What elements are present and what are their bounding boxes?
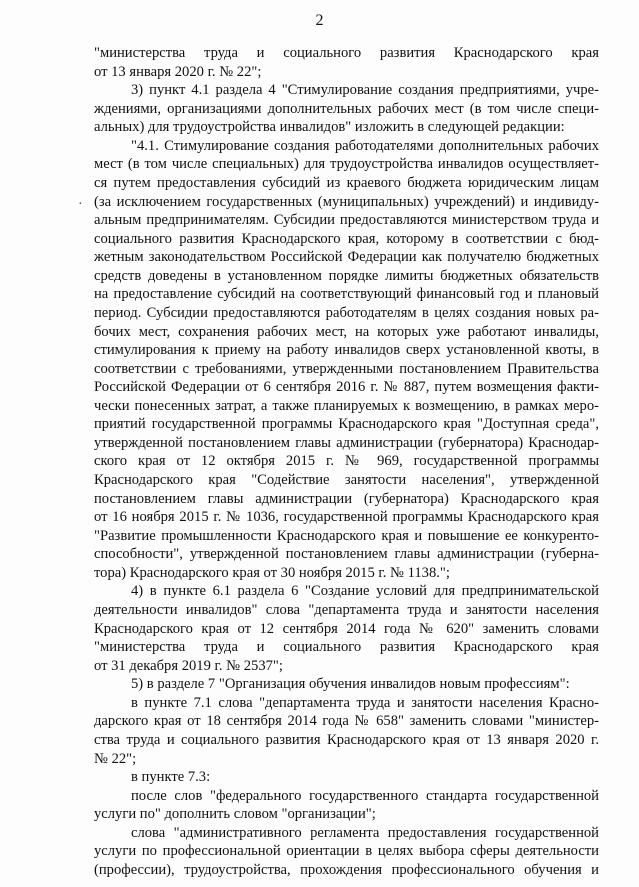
text-line: слова "административного регламента предоставления государственной [131,825,599,841]
text-line: в пункте 7.3: [131,769,211,785]
text-line: Краснодарского края "Содействие занятости населения", утвержденной [94,472,599,488]
text-line: утвержденной постановлением главы администрации (губернатора) Краснодар- [94,435,599,451]
text-line: 4) в пункте 6.1 раздела 6 "Создание условий для предпринимательской [131,583,599,599]
text-line: средств доведены в установленном порядке лимиты бюджетных обязательств [94,268,599,284]
text-line: услуги по" дополнить словом "организации"; [94,806,376,822]
text-line: от 31 декабря 2019 г. № 2537"; [94,658,283,674]
text-line: от 16 ноября 2015 г. № 1036, государственной программы Краснодарского края [94,509,599,525]
text-line: на предоставление субсидий на соответствующий финансовый год и плановый [94,286,599,302]
text-line: жетным законодательством Российской Федерации как получателю бюджетных [94,249,599,265]
text-line: № 22"; [94,751,137,767]
text-line: мест (в том числе специальных) для трудоустройства инвалидов осуществляет- [94,156,599,172]
text-line: (профессии), трудоустройства, прохождения профессионального обучения и [94,862,599,878]
text-line: постановлением главы администрации (губернатора) Краснодарского края [94,491,599,507]
text-line: ждениями, организациями дополнительных рабочих мест (в том числе специ- [94,101,599,117]
text-line: соответствии с требованиями, утвержденными постановлением Правительства [94,361,599,377]
text-line: деятельности инвалидов" слова "департамента труда и занятости населения [94,602,599,618]
text-line: период. Субсидии предоставляются работодателям в целях создания новых ра- [94,305,599,321]
text-line: в пункте 7.1 слова "департамента труда и занятости населения Красно- [131,695,599,711]
text-line: ся путем предоставления субсидий из краевого бюджета юридическим лицам [94,175,599,191]
text-line: "4.1. Стимулирование создания работодателями дополнительных рабочих [131,138,599,154]
text-line: альным предпринимателям. Субсидии предоставляются министерством труда и [94,212,599,228]
text-line: альных) для трудоустройства инвалидов" изложить в следующей редакции: [94,119,565,135]
text-line: 3) пункт 4.1 раздела 4 "Стимулирование создания предприятиями, учре- [131,82,599,98]
text-line: "Развитие промышленности Краснодарского края и повышение ее конкуренто- [94,528,599,544]
text-line: от 13 января 2020 г. № 22"; [94,64,262,80]
text-line: социального развития Краснодарского края, которому в соответствии с бюд- [94,231,599,247]
text-line: "министерства труда и социального развития Краснодарского края [94,45,599,61]
margin-mark: · [78,197,83,212]
text-line: "министерства труда и социального развития Краснодарского края [94,639,599,655]
text-line: бочих мест, сохранения рабочих мест, на которых уже работают инвалиды, [94,324,599,340]
text-line: после слов "федерального государственного стандарта государственной [131,788,599,804]
text-line: дарского края от 18 сентября 2014 года № 658" заменить словами "министер- [94,713,599,729]
text-line: способности", утвержденной постановлением главы администрации (губерна- [94,546,599,562]
text-line: Российской Федерации от 6 сентября 2016 г. № 887, путем возмещения факти- [94,379,599,395]
text-line: ства труда и социального развития Краснодарского края от 13 января 2020 г. [94,732,599,748]
text-line: услуги по профессиональной ориентации в целях выбора сферы деятельности [94,843,599,859]
page-number: 2 [315,12,324,29]
text-line: стимулирования к приему на работу инвалидов сверх установленной квоты, в [94,342,599,358]
text-line: приятий государственной программы Краснодарского края "Доступная среда", [94,416,599,432]
text-line: Краснодарского края от 12 сентября 2014 года № 620" заменить словами [94,621,599,637]
text-line: (за исключением государственных (муниципальных) учреждений) и индивиду- [94,194,599,210]
text-line: чески понесенных затрат, а также планируемых к возмещению, в рамках меро- [94,398,599,414]
text-line: ского края от 12 октября 2015 г. № 969, государственной программы [94,453,599,469]
text-line: тора) Краснодарского края от 30 ноября 2015 г. № 1138."; [94,565,450,581]
text-line: 5) в разделе 7 "Организация обучения инвалидов новым профессиям": [131,676,570,692]
